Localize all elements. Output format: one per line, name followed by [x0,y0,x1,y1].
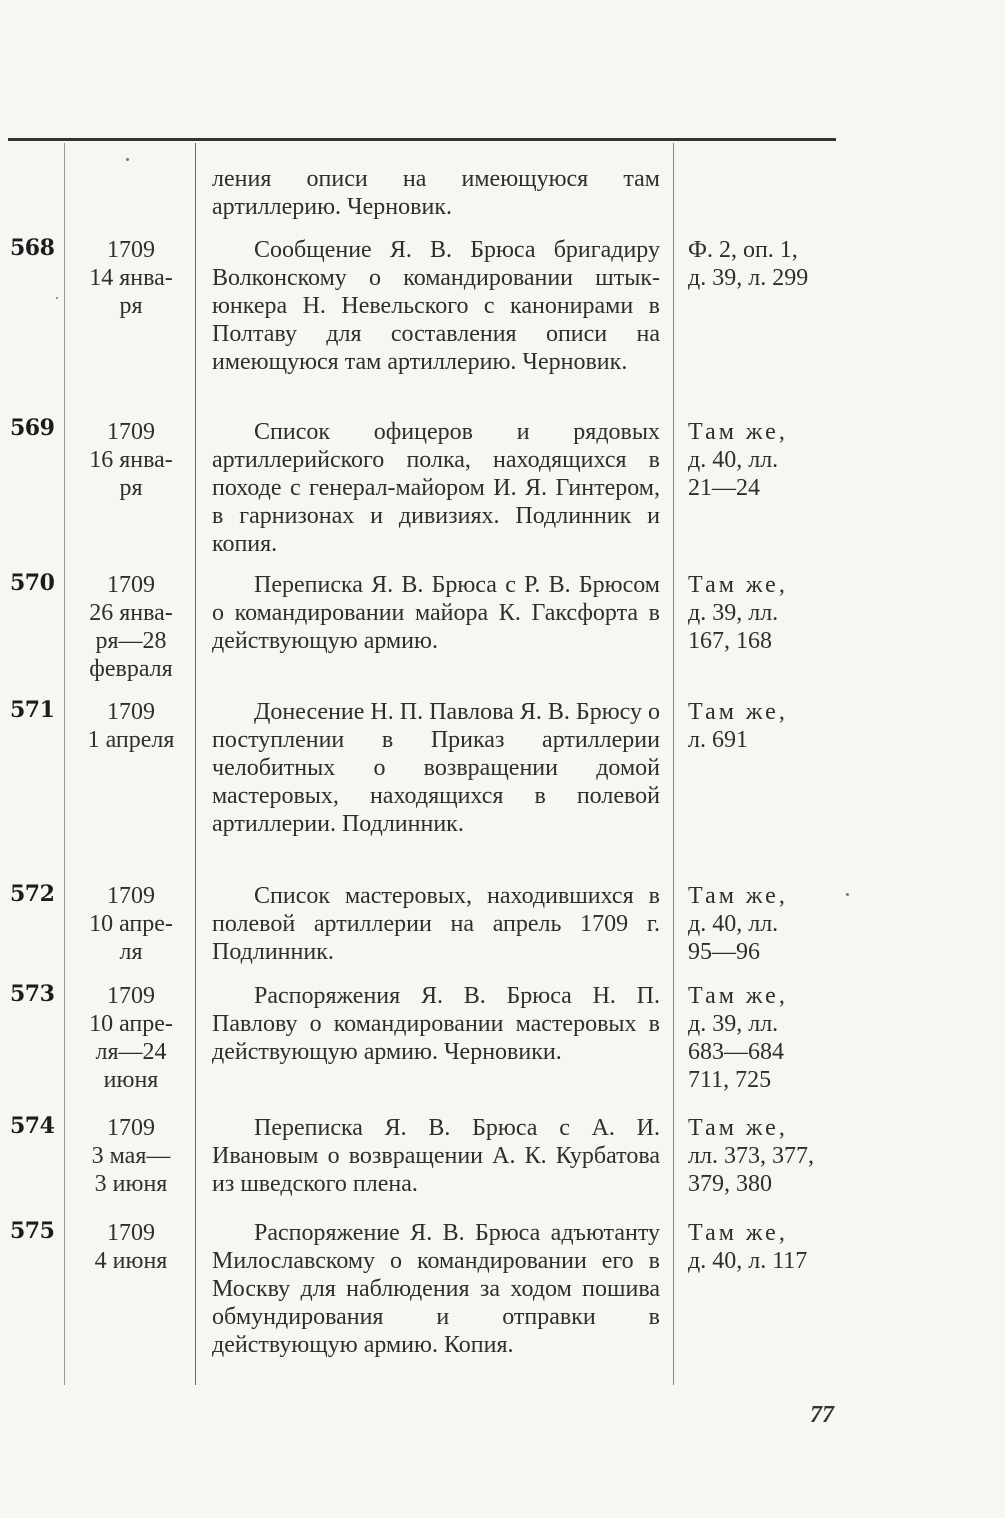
scan-speck [846,893,849,896]
entry-date: 1709 10 апре- ля—24 июня [89,983,173,1093]
entry-number: 575 [10,1218,55,1244]
entry-description-block [212,1114,660,1198]
entry-number: 572 [10,881,55,907]
entry-reference [688,1114,848,1198]
entry-date: 1709 26 янва- ря—28 февраля [89,572,173,682]
entry-reference [688,698,848,754]
entry-date: 1709 14 янва- ря [89,237,173,319]
entry-reference [688,882,848,966]
entry-continuation [212,165,660,221]
reference-same: Там же, [688,983,788,1009]
reference-same: Там же, [688,883,788,909]
entry-description-block [212,698,660,838]
entry-number: 570 [10,570,55,596]
reference-same: Там же, [688,699,788,725]
entry-description: Список мастеровых, находившихся в полевой артиллерии на апрель 1709 г. Подлинник. [212,883,660,965]
entry-date: 1709 1 апреля [87,699,175,753]
entry-description: Сообщение Я. В. Брюса бригадиру Волконскому о командировании штык-юнкера Н. Невельского с канонирами в Полтаву для составления описи на имеющуюся там артиллерию. Черновик. [212,237,660,375]
scan-speck [126,158,129,161]
scan-speck [56,297,58,299]
reference-same: Там же, [688,419,788,445]
entry-description-block [212,982,660,1066]
reference-text: л. 691 [688,727,748,753]
reference-text: Ф. 2, оп. 1, д. 39, л. 299 [688,237,809,291]
entry-date: 1709 4 июня [94,1220,168,1274]
entry-description-block [212,418,660,558]
reference-text: д. 40, лл. 21—24 [688,447,779,501]
entry-description: Переписка Я. В. Брюса с А. И. Ивановым о возвращении А. К. Курбатова из шведского плена. [212,1115,660,1197]
reference-same: Там же, [688,1220,788,1246]
entry-description: Донесение Н. П. Павлова Я. В. Брюсу о поступлении в Приказ артиллерии челобитных о возвращении домой мастеровых, находящихся в полевой артиллерии. Подлинник. [212,699,660,837]
reference-text: д. 39, лл. 167, 168 [688,600,779,654]
reference-same: Там же, [688,1115,788,1141]
reference-text: д. 39, лл. 683—684 711, 725 [688,1011,784,1093]
entry-number: 568 [10,235,55,261]
entry-description: Распоряжение Я. В. Брюса адъютанту Милославскому о командировании его в Москву для наблюдения за ходом пошива обмундирования и отправки в действующую армию. Копия. [212,1220,660,1358]
reference-text: д. 40, л. 117 [688,1248,808,1274]
entry-number: 569 [10,415,55,441]
entry-description-block [212,236,660,376]
page-number: 77 [810,1402,834,1428]
entry-reference [688,982,848,1094]
entry-date: 1709 16 янва- ря [89,419,173,501]
column-rule [673,143,674,1385]
entry-reference [688,236,848,292]
entry-reference [688,571,848,655]
entry-description: Список офицеров и рядовых артиллерийского полка, находящихся в походе с генерал-майором И. Я. Гинтером, в гарнизонах и дивизиях. Подлинник и копия. [212,419,660,557]
entry-description-block [212,882,660,966]
entry-reference [688,418,848,502]
entry-description: ления описи на имеющуюся там артиллерию. Черновик. [212,166,660,220]
column-rule [195,143,196,1385]
entry-description: Переписка Я. В. Брюса с Р. В. Брюсом о командировании майора К. Гаксфорта в действующую армию. [212,572,660,654]
entry-number: 573 [10,981,55,1007]
entry-number: 574 [10,1113,55,1139]
top-rule [8,138,836,141]
reference-text: д. 40, лл. 95—96 [688,911,779,965]
reference-text: лл. 373, 377, 379, 380 [688,1143,814,1197]
entry-description-block [212,1219,660,1359]
entry-reference [688,1219,848,1275]
entry-description: Распоряжения Я. В. Брюса Н. П. Павлову о командировании мастеровых в действующую армию. Черновики. [212,983,660,1065]
entry-date: 1709 3 мая— 3 июня [91,1115,171,1197]
entry-date: 1709 10 апре- ля [89,883,173,965]
entry-number: 571 [10,697,55,723]
reference-same: Там же, [688,572,788,598]
entry-description-block [212,571,660,655]
column-rule [64,143,65,1385]
